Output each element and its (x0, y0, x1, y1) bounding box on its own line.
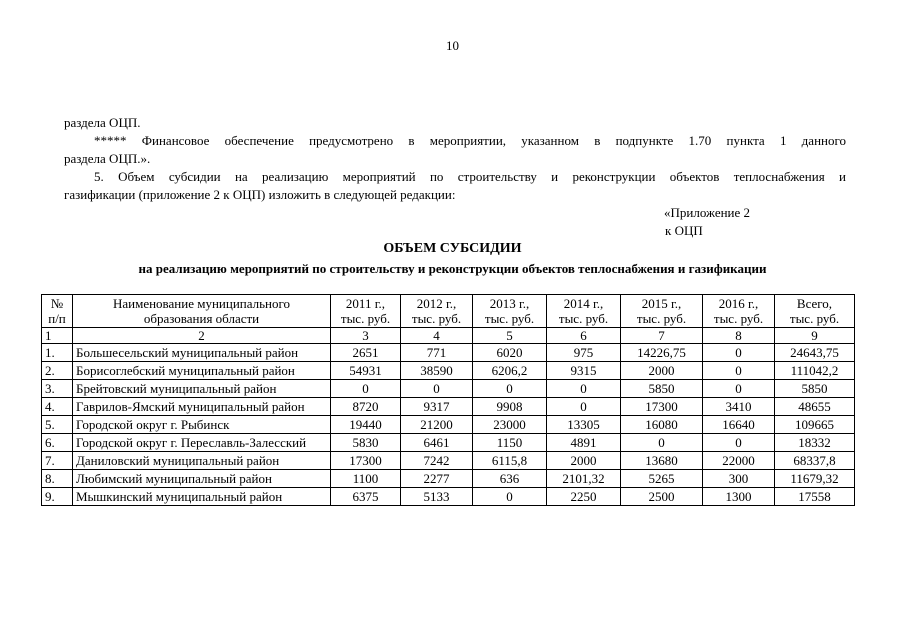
column-header-line: 2013 г., (489, 296, 530, 311)
page-number: 10 (446, 38, 459, 53)
amount-cell: 5265 (621, 470, 703, 488)
amount-cell: 5830 (331, 434, 401, 452)
row-index-cell: 8. (42, 470, 73, 488)
municipality-name-cell: Мышкинский муниципальный район (73, 488, 331, 506)
row-index-cell: 5. (42, 416, 73, 434)
municipality-name-cell: Городской округ г. Рыбинск (73, 416, 331, 434)
column-header (775, 295, 855, 328)
column-header (73, 295, 331, 328)
amount-cell: 0 (703, 434, 775, 452)
row-index-cell: 1. (42, 344, 73, 362)
amount-cell: 68337,8 (775, 452, 855, 470)
municipality-name-cell: Любимский муниципальный район (73, 470, 331, 488)
amount-cell: 17558 (775, 488, 855, 506)
amount-cell: 6375 (331, 488, 401, 506)
amount-cell: 636 (473, 470, 547, 488)
table-row (42, 380, 855, 398)
amount-cell: 2500 (621, 488, 703, 506)
column-number-cell: 4 (401, 328, 473, 344)
amount-cell: 21200 (401, 416, 473, 434)
amount-cell: 2250 (547, 488, 621, 506)
column-header-line: № (50, 296, 64, 311)
amount-cell: 16080 (621, 416, 703, 434)
column-header-line: тыс. руб. (484, 311, 535, 326)
column-header (331, 295, 401, 328)
text-line-3: раздела ОЦП.». (64, 151, 151, 166)
amount-cell: 9315 (547, 362, 621, 380)
amount-cell: 771 (401, 344, 473, 362)
row-index-cell: 9. (42, 488, 73, 506)
appendix-line-1: «Приложение 2 (664, 205, 751, 220)
amount-cell: 2000 (621, 362, 703, 380)
text-line-5: газификации (приложение 2 к ОЦП) изложить в следующей редакции: (64, 187, 456, 202)
table-row (42, 470, 855, 488)
column-header (547, 295, 621, 328)
appendix-note (664, 204, 750, 240)
amount-cell: 54931 (331, 362, 401, 380)
column-header (703, 295, 775, 328)
table-row (42, 434, 855, 452)
amount-cell: 300 (703, 470, 775, 488)
column-number-cell: 7 (621, 328, 703, 344)
amount-cell: 17300 (331, 452, 401, 470)
appendix-line-2: к ОЦП (665, 223, 703, 238)
municipality-name-cell: Городской округ г. Переславль-Залесский (73, 434, 331, 452)
column-number-cell: 2 (73, 328, 331, 344)
amount-cell: 6115,8 (473, 452, 547, 470)
column-header-line: п/п (48, 311, 66, 326)
amount-cell: 1300 (703, 488, 775, 506)
amount-cell: 0 (547, 398, 621, 416)
body-text (64, 114, 846, 204)
amount-cell: 18332 (775, 434, 855, 452)
column-header (42, 295, 73, 328)
municipality-name-cell: Гаврилов-Ямский муниципальный район (73, 398, 331, 416)
column-header-line: тыс. руб. (636, 311, 687, 326)
amount-cell: 2000 (547, 452, 621, 470)
column-header-line: 2011 г., (345, 296, 386, 311)
amount-cell: 0 (703, 362, 775, 380)
amount-cell: 0 (703, 344, 775, 362)
amount-cell: 23000 (473, 416, 547, 434)
amount-cell: 7242 (401, 452, 473, 470)
column-header-line: образования области (143, 311, 260, 326)
amount-cell: 2101,32 (547, 470, 621, 488)
amount-cell: 4891 (547, 434, 621, 452)
amount-cell: 2651 (331, 344, 401, 362)
subsidy-table (41, 294, 855, 506)
column-header-line: 2012 г., (416, 296, 457, 311)
column-number-cell: 1 (42, 328, 73, 344)
column-header (473, 295, 547, 328)
amount-cell: 11679,32 (775, 470, 855, 488)
row-index-cell: 2. (42, 362, 73, 380)
municipality-name-cell: Даниловский муниципальный район (73, 452, 331, 470)
amount-cell: 22000 (703, 452, 775, 470)
amount-cell: 5133 (401, 488, 473, 506)
amount-cell: 6020 (473, 344, 547, 362)
column-number-cell: 6 (547, 328, 621, 344)
table-row (42, 452, 855, 470)
column-header (401, 295, 473, 328)
amount-cell: 6206,2 (473, 362, 547, 380)
column-header-line: Наименование муниципального (112, 296, 291, 311)
amount-cell: 0 (473, 488, 547, 506)
column-header-line: 2015 г., (641, 296, 682, 311)
column-number-cell: 5 (473, 328, 547, 344)
amount-cell: 109665 (775, 416, 855, 434)
municipality-name-cell: Брейтовский муниципальный район (73, 380, 331, 398)
row-index-cell: 7. (42, 452, 73, 470)
column-header-line: 2016 г., (718, 296, 759, 311)
column-number-row (42, 328, 855, 344)
amount-cell: 0 (703, 380, 775, 398)
amount-cell: 111042,2 (775, 362, 855, 380)
municipality-name-cell: Большесельский муниципальный район (73, 344, 331, 362)
amount-cell: 0 (547, 380, 621, 398)
row-index-cell: 4. (42, 398, 73, 416)
row-index-cell: 6. (42, 434, 73, 452)
column-header-line: тыс. руб. (558, 311, 609, 326)
column-header-line: Всего, (796, 296, 833, 311)
table-row (42, 488, 855, 506)
amount-cell: 13680 (621, 452, 703, 470)
amount-cell: 5850 (621, 380, 703, 398)
table-header-row (42, 295, 855, 328)
amount-cell: 38590 (401, 362, 473, 380)
amount-cell: 1100 (331, 470, 401, 488)
table-row (42, 362, 855, 380)
text-line-4: 5. Объем субсидии на реализацию мероприятий по строительству и реконструкции объектов теплоснабжения и (94, 169, 846, 184)
column-header (621, 295, 703, 328)
table-row (42, 344, 855, 362)
amount-cell: 0 (401, 380, 473, 398)
column-header-line: 2014 г., (563, 296, 604, 311)
column-number-cell: 3 (331, 328, 401, 344)
text-line-2: ***** Финансовое обеспечение предусмотрено в мероприятии, указанном в подпункте 1.70 пункта 1 данного (94, 133, 846, 148)
amount-cell: 13305 (547, 416, 621, 434)
column-header-line: тыс. руб. (340, 311, 391, 326)
municipality-name-cell: Борисоглебский муниципальный район (73, 362, 331, 380)
amount-cell: 3410 (703, 398, 775, 416)
amount-cell: 14226,75 (621, 344, 703, 362)
amount-cell: 0 (331, 380, 401, 398)
amount-cell: 48655 (775, 398, 855, 416)
amount-cell: 6461 (401, 434, 473, 452)
amount-cell: 0 (473, 380, 547, 398)
amount-cell: 1150 (473, 434, 547, 452)
column-number-cell: 8 (703, 328, 775, 344)
table-subtitle: на реализацию мероприятий по строительству и реконструкции объектов теплоснабжения и газификации (138, 261, 767, 276)
column-header-line: тыс. руб. (411, 311, 462, 326)
amount-cell: 17300 (621, 398, 703, 416)
amount-cell: 5850 (775, 380, 855, 398)
table-row (42, 398, 855, 416)
row-index-cell: 3. (42, 380, 73, 398)
column-header-line: тыс. руб. (713, 311, 764, 326)
amount-cell: 975 (547, 344, 621, 362)
table-row (42, 416, 855, 434)
amount-cell: 2277 (401, 470, 473, 488)
amount-cell: 8720 (331, 398, 401, 416)
amount-cell: 9317 (401, 398, 473, 416)
amount-cell: 16640 (703, 416, 775, 434)
column-number-cell: 9 (775, 328, 855, 344)
amount-cell: 19440 (331, 416, 401, 434)
table-title: ОБЪЕМ СУБСИДИИ (383, 241, 522, 256)
amount-cell: 24643,75 (775, 344, 855, 362)
amount-cell: 9908 (473, 398, 547, 416)
column-header-line: тыс. руб. (789, 311, 840, 326)
amount-cell: 0 (621, 434, 703, 452)
text-line-1: раздела ОЦП. (64, 115, 141, 130)
